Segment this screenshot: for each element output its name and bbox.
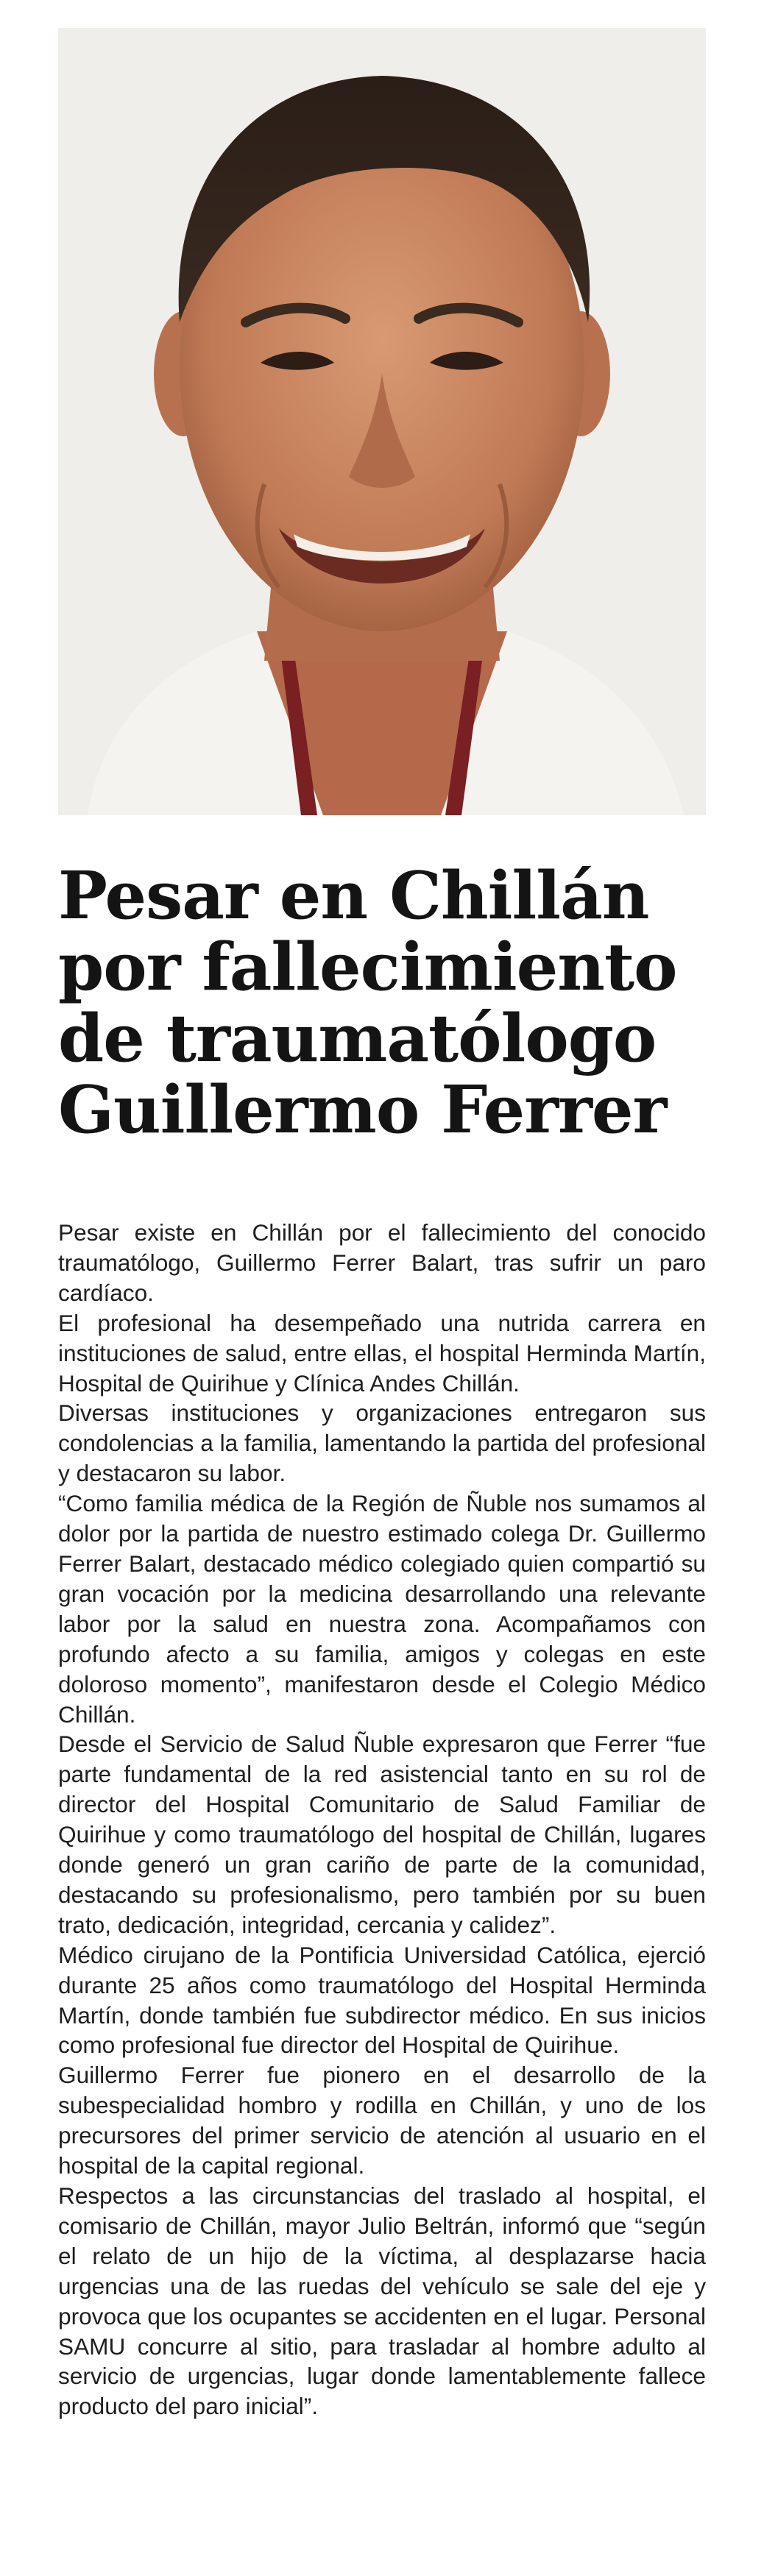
article-paragraph: “Como familia médica de la Región de Ñuble nos sumamos al dolor por la partida de nuestro estimado colega Dr. Guillermo Ferrer Balart, destacado médico colegiado quien compartió su gran vocación por la medicina desarrollando una relevante labor por la salud en nuestra zona. Acompañamos con profundo afecto a su familia, amigos y colegas en este doloroso momento”, manifestaron desde el Colegio Médico Chillán. bbox=[58, 1490, 706, 1728]
article-paragraph: Médico cirujano de la Pontificia Universidad Católica, ejerció durante 25 años como traumatólogo del Hospital Herminda Martín, donde también fue subdirector médico. En sus inicios como profesional fue director del Hospital de Quirihue. bbox=[58, 1941, 706, 2059]
headline-line: por fallecimiento bbox=[58, 928, 677, 1005]
article-paragraph: Guillermo Ferrer fue pionero en el desarrollo de la subespecialidad hombro y rodilla en Chillán, y uno de los precursores del primer servicio de atención al usuario en el hospital de la capital regional. bbox=[58, 2062, 706, 2179]
headline-line: de traumatólogo bbox=[58, 999, 657, 1076]
article-paragraph: Pesar existe en Chillán por el fallecimiento del conocido traumatólogo, Guillermo Ferrer Balart, tras sufrir un paro cardíaco. bbox=[58, 1219, 706, 1306]
portrait-illustration bbox=[58, 28, 706, 815]
article-paragraph: El profesional ha desempeñado una nutrida carrera en instituciones de salud, entre ellas, el hospital Herminda Martín, Hospital de Quirihue y Clínica Andes Chillán. bbox=[58, 1309, 706, 1397]
headline-line: Pesar en Chillán bbox=[58, 856, 649, 934]
article-paragraph: Desde el Servicio de Salud Ñuble expresaron que Ferrer “fue parte fundamental de la red asistencial tanto en su rol de director del Hospital Comunitario de Salud Familiar de Quirihue y como traumatólogo del hospital de Chillán, lugares donde generó un gran cariño de parte de la comunidad, destacando su profesionalismo, pero también por su buen trato, dedicación, integridad, cercania y calidez”. bbox=[58, 1731, 706, 1938]
headline-line: Guillermo Ferrer bbox=[58, 1071, 667, 1148]
article-paragraph: Diversas instituciones y organizaciones entregaron sus condolencias a la familia, lamentando la partida del profesional y destacaron su labor. bbox=[58, 1399, 706, 1487]
portrait-photo bbox=[58, 28, 706, 815]
article-headline bbox=[58, 856, 721, 1148]
article-paragraph: Respectos a las circunstancias del traslado al hospital, el comisario de Chillán, mayor Julio Beltrán, informó que “según el relato de un hijo de la víctima, al desplazarse hacia urgencias una de las ruedas del vehículo se sale del eje y provoca que los ocupantes se accidenten en el lugar. Personal SAMU concurre al sitio, para trasladar al hombre adulto al servicio de urgencias, lugar donde lamentablemente fallece producto del paro inicial”. bbox=[58, 2182, 706, 2420]
article-body bbox=[58, 1218, 706, 2421]
